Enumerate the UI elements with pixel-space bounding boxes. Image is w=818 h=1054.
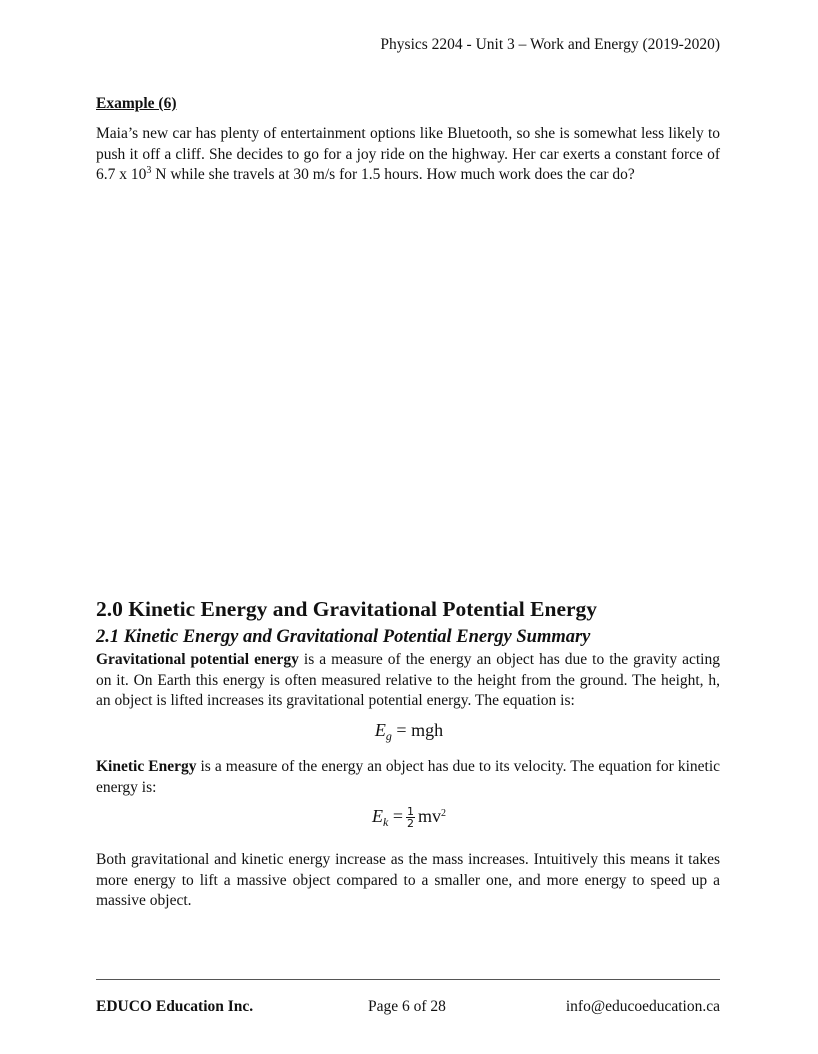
- example-text-part1: Maia’s new car has plenty of entertainment options like Bluetooth, so she is somewhat less likely to push it off a cliff. She decides to go for a joy ride on the highway. Her car exerts a constant force of 6.7 x 10: [96, 125, 720, 183]
- eq-k-denominator: 2: [406, 817, 414, 831]
- eq-k-symbol: E: [372, 806, 383, 826]
- eq-k-numerator: 1: [406, 805, 414, 819]
- footer-email: info@educoeducation.ca: [565, 998, 720, 1015]
- example-title: Example (6): [96, 95, 177, 112]
- eq-k-fraction: [406, 806, 415, 829]
- eq-k-exponent: 2: [441, 808, 446, 819]
- page-header: Physics 2204 - Unit 3 – Work and Energy (2019-2020): [380, 36, 720, 53]
- eq-k-subscript: k: [383, 815, 389, 829]
- gravitational-paragraph: [96, 650, 720, 712]
- eq-g-subscript: g: [385, 729, 392, 743]
- example-text: [96, 124, 720, 186]
- kinetic-term: Kinetic Energy: [96, 758, 197, 775]
- eq-k-equals: =: [388, 806, 403, 826]
- kinetic-text: is a measure of the energy an object has due to its velocity. The equation for kinetic energy is:: [96, 758, 721, 796]
- both-paragraph: Both gravitational and kinetic energy increase as the mass increases. Intuitively this means it takes more energy to lift a massive object compared to a smaller one, and more energy to speed up a massive object.: [96, 851, 720, 909]
- gravitational-equation: [0, 720, 818, 744]
- eq-g-symbol: E: [374, 720, 386, 740]
- section-subheading: 2.1 Kinetic Energy and Gravitational Potential Energy Summary: [96, 627, 591, 647]
- footer-company: EDUCO Education Inc.: [96, 998, 254, 1015]
- section-heading: 2.0 Kinetic Energy and Gravitational Potential Energy: [96, 597, 598, 621]
- gravitational-term: Gravitational potential energy: [96, 651, 299, 668]
- footer-divider: [96, 979, 720, 980]
- example-text-part2: N while she travels at 30 m/s for 1.5 hours. How much work does the car do?: [151, 166, 635, 183]
- eq-g-rhs: = mgh: [391, 720, 444, 740]
- gravitational-text: is a measure of the energy an object has due to the gravity acting on it. On Earth this energy is often measured relative to the height from the ground. The height, h, an object is lifted increases its gravitational potential energy. The equation is:: [96, 651, 720, 709]
- kinetic-equation: [0, 806, 818, 830]
- footer-page-number: Page 6 of 28: [368, 998, 446, 1015]
- example-exponent: 3: [146, 165, 152, 176]
- eq-k-rhs: mv: [417, 806, 441, 826]
- kinetic-paragraph: [96, 757, 720, 798]
